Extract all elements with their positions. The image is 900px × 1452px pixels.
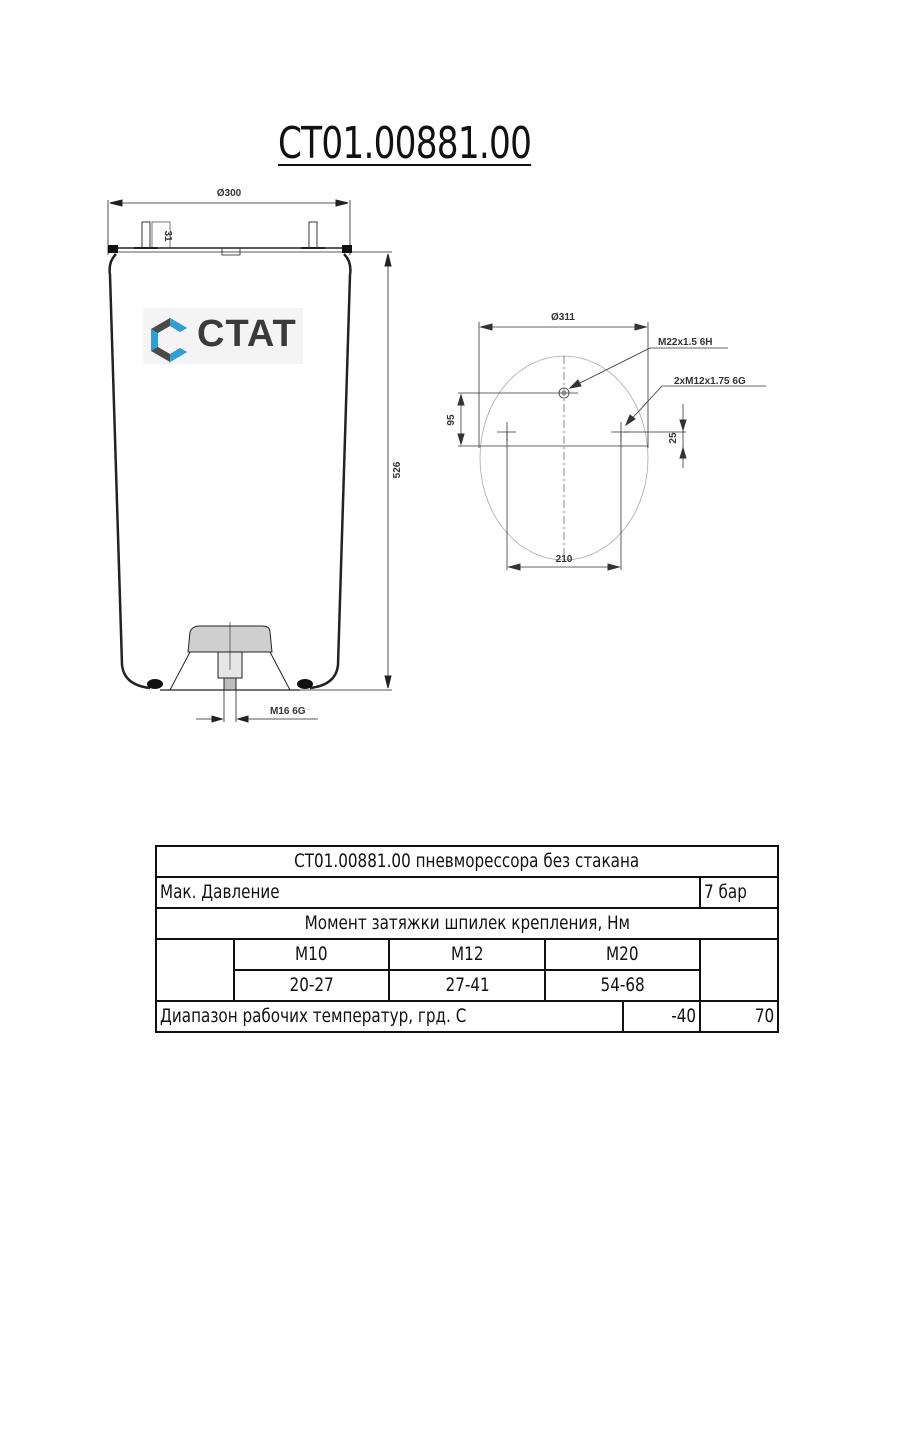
side-view [108,200,392,722]
dimension-bottom-thread: M16 6G [270,706,306,717]
torque-range-m10: 20-27 [234,970,390,1001]
torque-size-m12: M12 [389,939,545,970]
torque-range-m20: 54-68 [545,970,700,1001]
dimension-stud-spacing: 210 [555,554,573,565]
dimension-diameter-top: Ø300 [216,188,242,199]
dimension-offset-vertical: 95 [446,414,457,426]
spec-header: CT01.00881.00 пневморессора без стакана [156,846,778,877]
temp-min: -40 [623,1001,701,1032]
stud-thread-label: 2xM12x1.75 6G [674,376,746,387]
torque-size-m20: M20 [545,939,700,970]
temp-max: 70 [700,1001,778,1032]
top-view [458,322,766,570]
spec-table [155,845,779,1033]
torque-size-m10: M10 [234,939,390,970]
drawing-title: CT01.00881.00 [278,118,532,169]
dimension-stud-offset: 25 [668,432,679,444]
torque-range-m12: 27-41 [389,970,545,1001]
brand-logo-text: CTAT [197,313,297,355]
dimension-diameter-bottom: Ø311 [551,312,575,323]
empty-cell-left [156,939,234,1001]
max-pressure-value: 7 бар [700,877,778,908]
dimension-stud-height: 31 [162,230,173,242]
max-pressure-label: Мак. Давление [156,877,700,908]
center-thread-label: M22x1.5 6H [658,337,713,348]
temp-range-label: Диапазон рабочих температур, грд. С [156,1001,623,1032]
dimension-height: 526 [392,461,403,479]
empty-cell-right [700,939,778,1001]
torque-label: Момент затяжки шпилек крепления, Нм [156,908,778,939]
